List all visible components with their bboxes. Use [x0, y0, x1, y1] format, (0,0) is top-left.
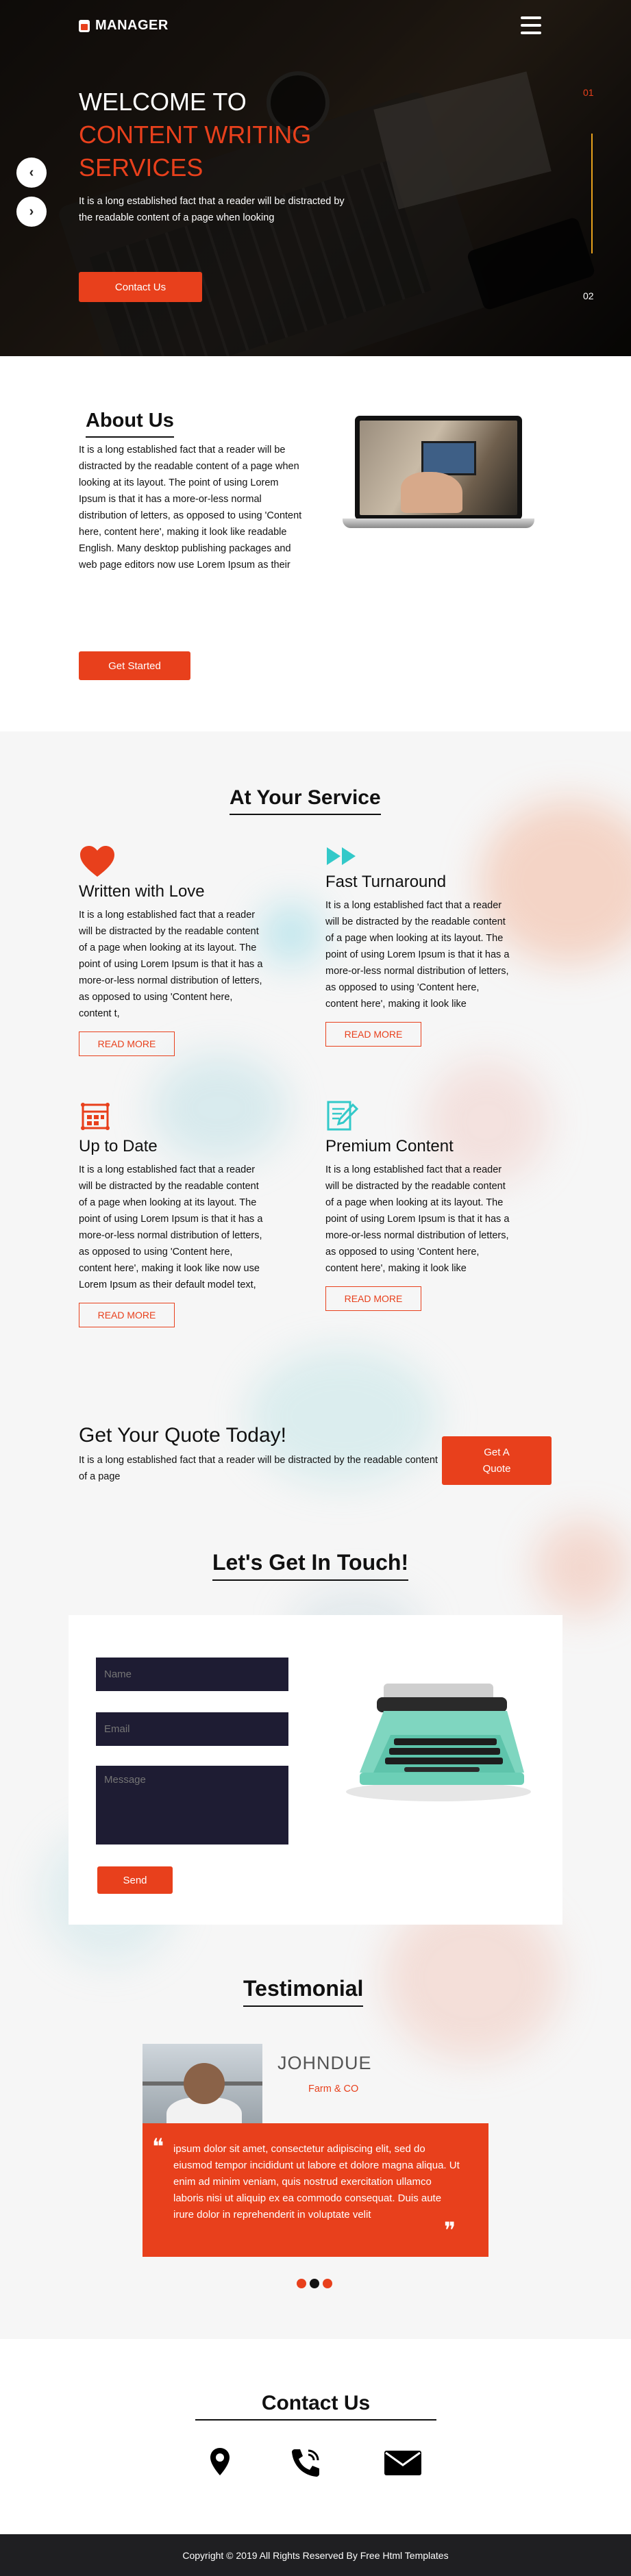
photo-monitor: [421, 441, 476, 475]
watercolor-blob: [260, 903, 322, 964]
get-started-button[interactable]: Get Started: [79, 651, 190, 680]
service-title: Fast Turnaround: [325, 873, 447, 891]
testimonial-title: Testimonial: [243, 1976, 363, 2007]
testimonial-quote: ipsum dolor sit amet, consectetur adipiscing elit, sed do eiusmod tempor incididunt ut labore et dolore magna aliqua. Ut enim ad minim veniam, quis nostrud exercitation ullamco laboris nisi ut aliquip ex ea commodo consequat. Duis aute irure dolor in reprehenderit in voluptate velit: [173, 2143, 460, 2221]
service-title: Written with Love: [79, 882, 205, 901]
laptop-screen: [355, 416, 522, 520]
watercolor-blob: [534, 1519, 630, 1615]
about-title: About Us: [86, 410, 174, 438]
calendar-icon: [79, 1099, 116, 1134]
photo-person: [184, 2063, 225, 2104]
message-field[interactable]: [96, 1766, 288, 1845]
name-field[interactable]: [96, 1658, 288, 1691]
quote-title: Get Your Quote Today!: [79, 1424, 287, 1447]
laptop-screen-photo: [360, 421, 517, 515]
logo-icon: [79, 20, 90, 32]
get-in-touch-title: Let's Get In Touch!: [212, 1550, 408, 1581]
service-title: Premium Content: [325, 1137, 454, 1155]
carousel-dot[interactable]: [297, 2279, 306, 2288]
chevron-left-icon[interactable]: ‹: [16, 158, 47, 188]
chevron-right-icon[interactable]: ›: [16, 197, 47, 227]
carousel-dots: [297, 2279, 332, 2288]
contact-form-card: [69, 1615, 562, 1925]
site-logo[interactable]: [79, 18, 169, 34]
read-more-button[interactable]: READ MORE: [325, 1022, 421, 1047]
testimonial-quote-box: [143, 2123, 488, 2257]
slide-number-next[interactable]: 02: [583, 290, 594, 301]
service-card-fast-turnaround: [325, 845, 510, 1047]
contact-us-button[interactable]: Contact Us: [79, 272, 202, 302]
envelope-icon[interactable]: [384, 2450, 422, 2476]
read-more-button[interactable]: READ MORE: [79, 1303, 175, 1327]
hero-title-line1: WELCOME TO: [79, 88, 247, 116]
service-text: It is a long established fact that a reader will be distracted by the readable content of a page when looking at its layout. The point of using Lorem Ipsum is that it has a more-or-less normal distribution of letters, as opposed to using 'Content here, content here', making it look like: [325, 900, 510, 1010]
quote-close-icon: ❞: [444, 2217, 456, 2243]
get-a-quote-button[interactable]: Get A Quote: [442, 1436, 552, 1485]
quote-text: It is a long established fact that a reader will be distracted by the readable content of a page: [79, 1455, 438, 1482]
testimonial-name: JOHNDUE: [277, 2053, 372, 2073]
about-text: It is a long established fact that a reader will be distracted by the readable content of a page when looking at its layout. The point of using Lorem Ipsum is that it has a more-or-less normal distribution of letters, as opposed to using 'Content here, content here', making it look like readable English. Many desktop publishing packages and web page editors now use Lorem Ipsum as their: [79, 445, 302, 571]
menu-bar: [521, 32, 541, 34]
logo-text: MANAGER: [95, 18, 169, 33]
service-card-premium-content: [325, 1099, 510, 1311]
service-card-written-with-love: [79, 845, 264, 1056]
fast-forward-icon: [325, 845, 362, 869]
hamburger-menu-icon[interactable]: [521, 16, 541, 34]
service-title: Up to Date: [79, 1137, 158, 1155]
edit-document-icon: [325, 1099, 362, 1134]
laptop-base: [343, 518, 534, 528]
hero-banner: [0, 0, 631, 356]
testimonial-role: Farm & CO: [308, 2084, 359, 2094]
photo-hand: [401, 472, 462, 513]
heart-icon: [79, 845, 116, 879]
menu-bar: [521, 24, 541, 27]
menu-bar: [521, 16, 541, 19]
hero-title-line2: CONTENT WRITING: [79, 121, 312, 149]
read-more-button[interactable]: READ MORE: [79, 1031, 175, 1056]
service-text: It is a long established fact that a reader will be distracted by the readable content of a page when looking at its layout. The point of using Lorem Ipsum is that it has a more-or-less normal distribution of letters, as opposed to using 'Content here, content here', making it look like now use Lorem Ipsum as their default model text,: [79, 1164, 263, 1290]
hero-description: It is a long established fact that a reader will be distracted by the readable content of a page when looking: [79, 196, 345, 223]
slide-progress-line: [591, 134, 593, 253]
carousel-dot[interactable]: [323, 2279, 332, 2288]
typewriter-image: [336, 1670, 541, 1807]
carousel-dot-active[interactable]: [310, 2279, 319, 2288]
location-pin-icon[interactable]: [209, 2447, 231, 2477]
phone-icon[interactable]: [289, 2447, 323, 2478]
testimonial-avatar: [143, 2044, 262, 2123]
send-button[interactable]: Send: [97, 1866, 173, 1894]
service-text: It is a long established fact that a reader will be distracted by the readable content of a page when looking at its layout. The point of using Lorem Ipsum is that it has a more-or-less normal distribution of letters, as opposed to using 'Content here, content t,: [79, 910, 263, 1019]
email-field[interactable]: [96, 1712, 288, 1746]
services-title: At Your Service: [230, 786, 381, 815]
slide-number-current[interactable]: 01: [583, 87, 594, 98]
hero-title-line3: SERVICES: [79, 153, 203, 182]
read-more-button[interactable]: READ MORE: [325, 1286, 421, 1311]
copyright-text: Copyright © 2019 All Rights Reserved By Free Html Templates: [182, 2549, 449, 2561]
service-card-up-to-date: [79, 1099, 264, 1327]
quote-open-icon: ❝: [152, 2134, 164, 2160]
contact-us-title: Contact Us: [195, 2392, 436, 2421]
hero-title: [79, 86, 311, 184]
service-text: It is a long established fact that a reader will be distracted by the readable content of a page when looking at its layout. The point of using Lorem Ipsum is that it has a more-or-less normal distribution of letters, as opposed to using 'Content here, content here', making it look like: [325, 1164, 510, 1274]
footer: [0, 2534, 631, 2576]
laptop-image: [343, 416, 534, 529]
